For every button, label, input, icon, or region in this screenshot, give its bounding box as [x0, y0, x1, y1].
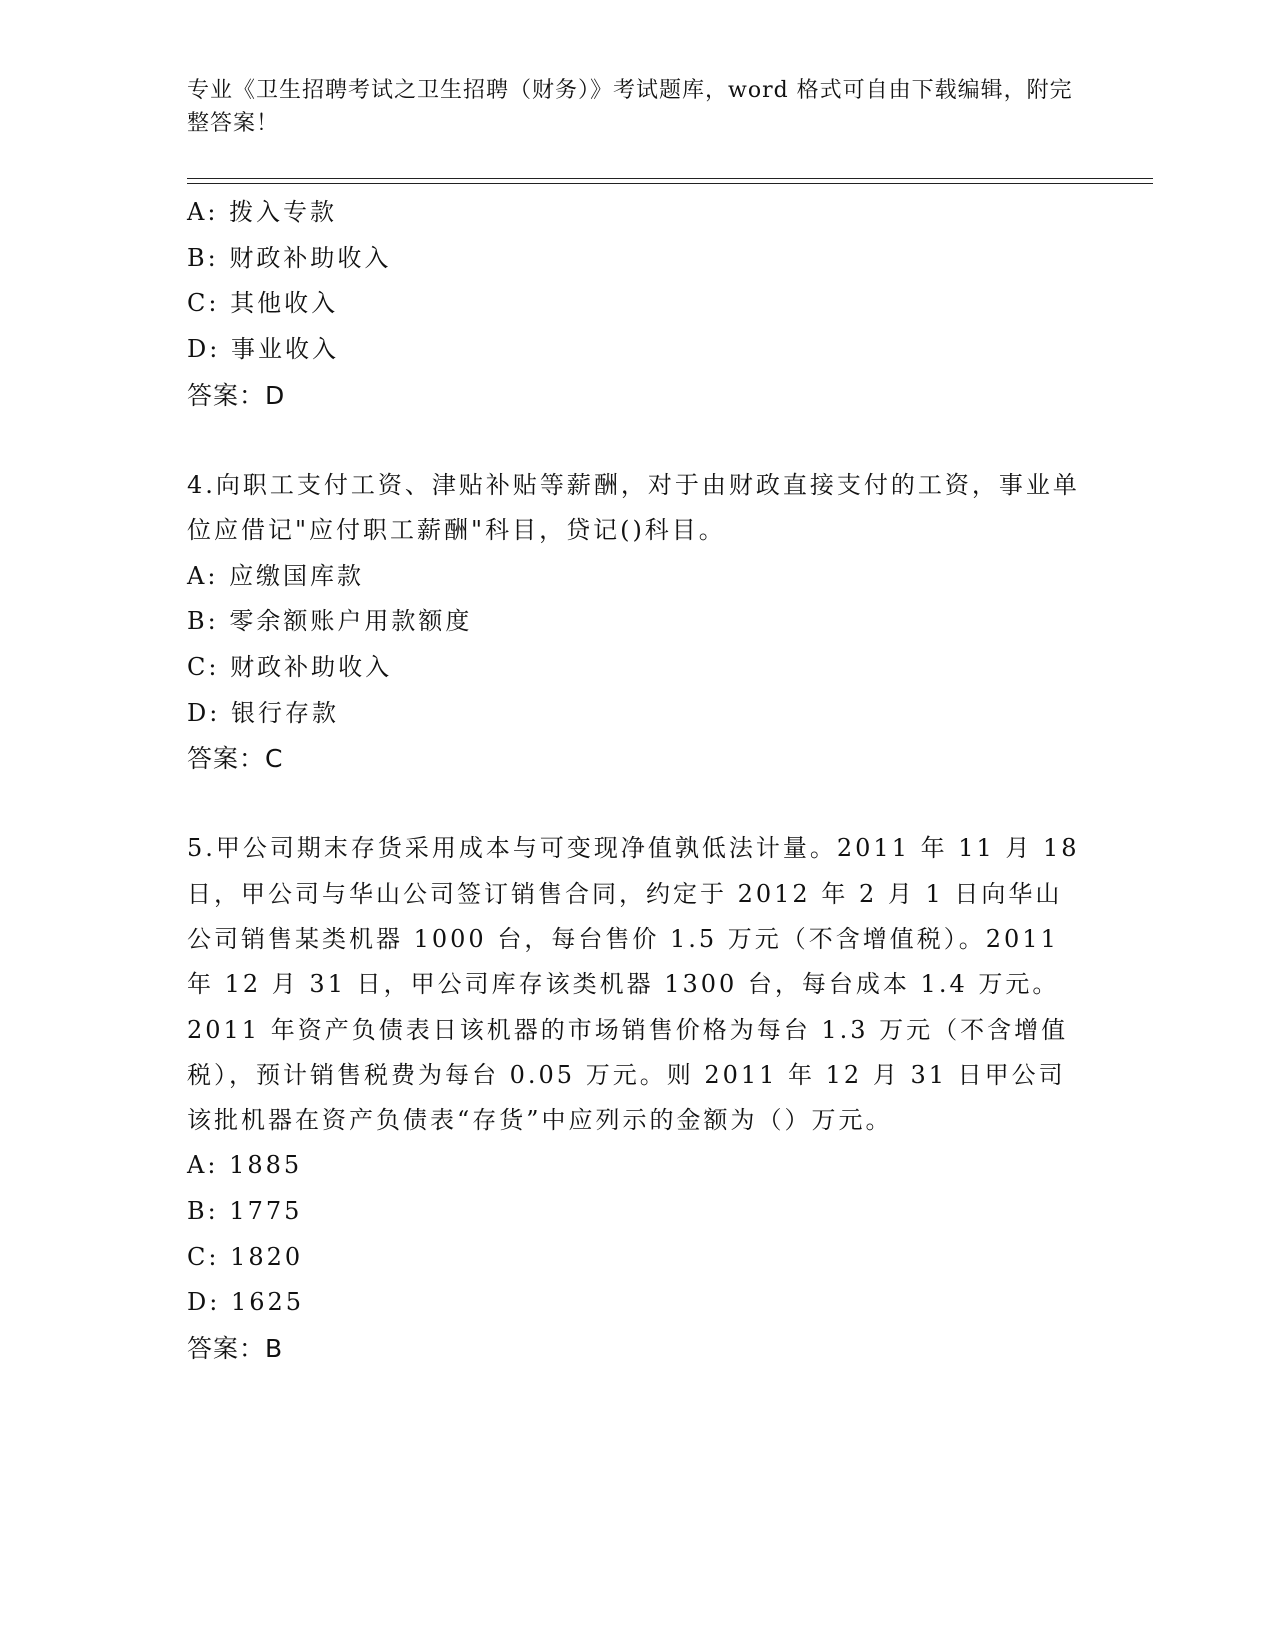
question-5-answer: 答案：B — [187, 1334, 284, 1364]
question-5-option-a: A: 1885 — [187, 1151, 303, 1180]
question-spacer — [187, 419, 1087, 463]
question-3-option-d: D: 事业收入 — [187, 335, 339, 364]
option-text: 拨入专款 — [229, 198, 338, 226]
option-letter: C — [187, 1242, 209, 1271]
question-3-answer: 答案：D — [187, 380, 286, 410]
question-3-block — [187, 190, 1087, 419]
option-letter: C — [187, 652, 209, 681]
option-letter: B — [187, 607, 208, 636]
option-letter: B — [187, 1197, 208, 1226]
question-4-text: 4.向职工支付工资、津贴补贴等薪酬，对于由财政直接支付的工资，事业单位应借记"应付职工薪酬"科目，贷记()科目。 — [187, 470, 1080, 545]
option-letter: D — [187, 698, 210, 727]
question-5-block — [187, 826, 1087, 1372]
question-4-option-c: C: 财政补助收入 — [187, 652, 393, 681]
option-letter: B — [187, 243, 208, 272]
header-rule-top — [187, 178, 1153, 179]
question-4-block — [187, 463, 1087, 783]
option-text: 事业收入 — [230, 335, 339, 364]
header-rule-bottom — [187, 183, 1153, 184]
option-text: 1625 — [230, 1288, 305, 1317]
option-text: 零余额账户用款额度 — [229, 607, 473, 636]
question-4-answer: 答案：C — [187, 744, 284, 774]
question-3-option-a: A: 拨入专款 — [187, 198, 338, 226]
option-letter: D — [187, 335, 210, 364]
option-text: 财政补助收入 — [230, 652, 393, 681]
document-header: 专业《卫生招聘考试之卫生招聘（财务）》考试题库，word 格式可自由下载编辑，附完整答案！ — [187, 78, 1073, 136]
question-5-option-d: D: 1625 — [187, 1288, 305, 1317]
question-3-option-b: B: 财政补助收入 — [187, 243, 392, 272]
option-text: 1820 — [230, 1242, 304, 1271]
option-letter: C — [187, 289, 209, 318]
question-5-option-c: C: 1820 — [187, 1242, 304, 1271]
option-text: 银行存款 — [230, 698, 339, 727]
question-5-option-b: B: 1775 — [187, 1197, 303, 1226]
option-letter: A — [187, 1151, 208, 1180]
question-4-option-a: A: 应缴国库款 — [187, 561, 365, 590]
document-body — [187, 190, 1087, 1372]
option-text: 财政补助收入 — [229, 243, 392, 272]
option-text: 应缴国库款 — [229, 561, 365, 590]
option-text: 其他收入 — [230, 289, 339, 318]
question-4-option-d: D: 银行存款 — [187, 698, 339, 727]
question-4-option-b: B: 零余额账户用款额度 — [187, 607, 473, 636]
question-3-option-c: C: 其他收入 — [187, 289, 339, 318]
option-letter: D — [187, 1288, 210, 1317]
option-letter: A — [187, 198, 208, 226]
option-letter: A — [187, 561, 208, 590]
option-text: 1885 — [229, 1151, 303, 1180]
question-5-text: 5.甲公司期末存货采用成本与可变现净值孰低法计量。2011 年 11 月 18 日，甲公司与华山公司签订销售合同，约定于 2012 年 2 月 1 日向华山公司销售某类机器 1000 台，每台售价 1.5 万元（不含增值税）。2011 年 12 月 31 日，甲公司库存该类机器 1300 台，每台成本 1.4 万元。2011 年资产负债表日该机器的市场销售价格为每台 1.3 万元（不含增值税），预计销售税费为每台 0.05 万元。则 2011 年 12 月 31 日甲公司该批机器在资产负债表“存货”中应列示的金额为（）万元。 — [187, 834, 1080, 1135]
question-spacer — [187, 782, 1087, 826]
option-text: 1775 — [229, 1197, 303, 1226]
